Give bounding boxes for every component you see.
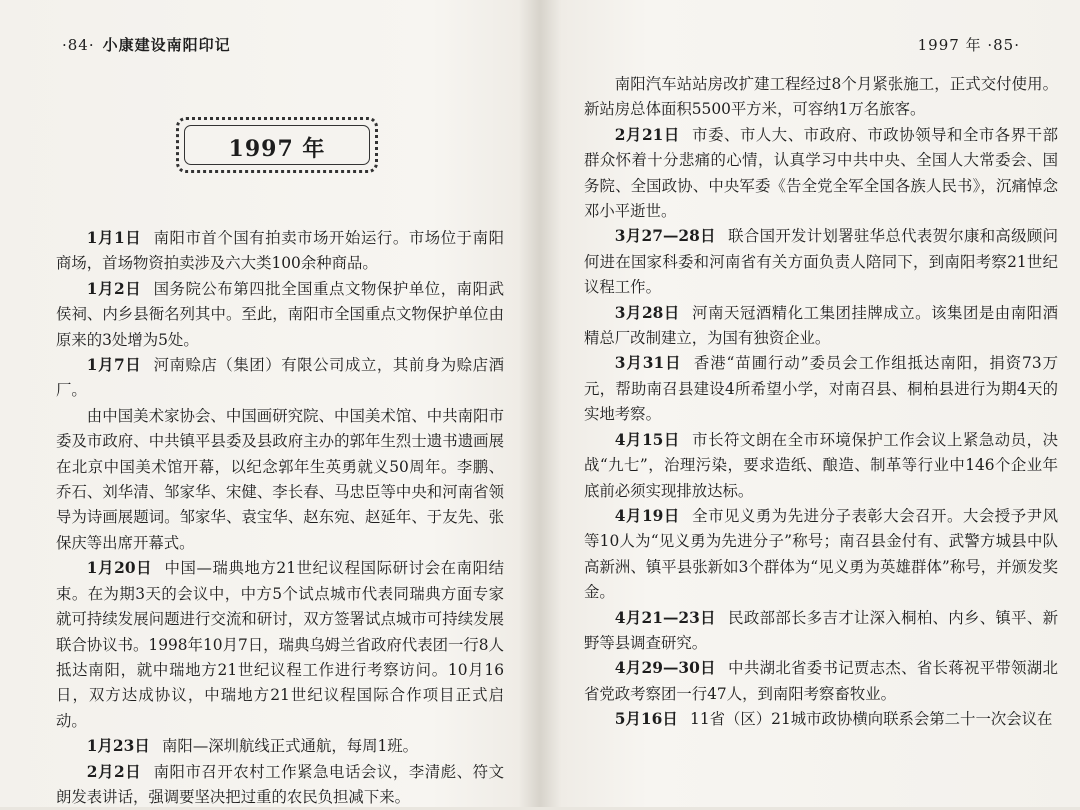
chronicle-entry <box>56 226 504 277</box>
chronicle-entry <box>584 606 1058 657</box>
entry-date: 4月19日 <box>614 506 680 525</box>
left-text-block <box>56 226 504 810</box>
entry-text: 河南天冠酒精化工集团挂牌成立。该集团是由南阳酒精总厂改制建立，为国有独资企业。 <box>584 303 1058 348</box>
entry-date: 4月21—23日 <box>614 608 716 627</box>
section-heading: 1997 年 <box>228 136 326 162</box>
entry-date: 3月28日 <box>614 303 680 322</box>
entry-text: 市委、市人大、市政府、市政协领导和全市各界干部群众怀着十分悲痛的心情，认真学习中共中央、全国人大常委会、国务院、全国政协、中央军委《告全党全军全国各族人民书》，沉痛悼念邓小平逝世。 <box>584 125 1058 221</box>
entry-date: 1月2日 <box>86 279 142 298</box>
chronicle-entry <box>56 353 504 404</box>
entry-date: 3月31日 <box>614 354 682 373</box>
entry-date: 4月15日 <box>614 430 680 449</box>
entry-text: 中共湖北省委书记贾志杰、省长蒋祝平带领湖北省党政考察团一行47人，到南阳考察畜牧业。 <box>584 659 1058 703</box>
left-page <box>0 0 530 807</box>
right-running-head <box>918 34 1020 55</box>
entry-text: 河南赊店（集团）有限公司成立，其前身为赊店酒厂。 <box>56 356 504 400</box>
entry-date: 3月27—28日 <box>614 227 716 246</box>
book-title: 小康建设南阳印记 <box>102 36 231 54</box>
entry-text: 全市见义勇为先进分子表彰大会召开。大会授予尹风等10人为“见义勇为先进分子”称号；南召县金付有、武警方城县中队高新洲、镇平县张新如3个群体为“见义勇为英雄群体”称号，并颁发奖金。 <box>584 506 1058 602</box>
entry-date: 1月1日 <box>86 229 142 247</box>
chronicle-entry <box>56 404 504 556</box>
entry-text: 11省（区）21城市政协横向联系会第二十一次会议在 <box>690 710 1053 729</box>
entry-date: 2月2日 <box>86 762 142 781</box>
chronicle-entry <box>584 351 1058 427</box>
entry-text: 南阳市召开农村工作紧急电话会议，李清彪、符文朗发表讲话，强调要坚决把过重的农民负担减下来。 <box>56 762 504 806</box>
entry-text: 国务院公布第四批全国重点文物保护单位，南阳武侯祠、内乡县衙名列其中。至此，南阳市全国重点文物保护单位由原来的3处增为5处。 <box>56 279 504 349</box>
page-number: ·85· <box>987 36 1020 54</box>
entry-date: 1月20日 <box>86 559 153 578</box>
chronicle-entry <box>56 760 504 810</box>
entry-text: 由中国美术家协会、中国画研究院、中国美术馆、中共南阳市委及市政府、中共镇平县委及县政府主办的郭年生烈士遗书遗画展在北京中国美术馆开幕，以纪念郭年生英勇就义50周年。李鹏、乔石、刘华清、邹家华、宋健、李长春、马忠臣等中央和河南省领导为诗画展题词。邹家华、袁宝华、赵东宛、赵延年、于友先、张保庆等出席开幕式。 <box>56 406 504 552</box>
entry-date: 5月16日 <box>614 710 678 729</box>
continuation-paragraph <box>584 72 1058 123</box>
chronicle-entry <box>584 656 1058 707</box>
entry-text: 香港“苗圃行动”委员会工作组抵达南阳，捐资73万元，帮助南召县建设4所希望小学，对南召县、桐柏县进行为期4天的实地考察。 <box>584 354 1058 424</box>
chronicle-entry <box>584 428 1058 504</box>
entry-text: 南阳—深圳航线正式通航，每周1班。 <box>162 737 419 756</box>
entry-date: 4月29—30日 <box>614 659 716 678</box>
entry-date: 2月21日 <box>614 125 680 144</box>
chronicle-entry <box>584 707 1058 732</box>
chronicle-entry <box>56 277 504 353</box>
chronicle-entry <box>584 224 1058 300</box>
entry-date: 1月7日 <box>86 356 142 375</box>
chronicle-entry <box>56 556 504 734</box>
entry-text: 南阳市首个国有拍卖市场开始运行。市场位于南阳商场，首场物资拍卖涉及六大类100余种商品。 <box>56 229 504 273</box>
section-heading-box <box>176 117 378 173</box>
entry-text: 民政部部长多吉才让深入桐柏、内乡、镇平、新野等县调查研究。 <box>584 608 1058 652</box>
running-head-year: 1997 年 <box>917 36 982 54</box>
chronicle-entry <box>584 123 1058 225</box>
entry-text: 联合国开发计划署驻华总代表贺尔康和高级顾问何进在国家科委和河南省有关方面负责人陪同下，到南阳考察21世纪议程工作。 <box>584 227 1058 297</box>
page-number: ·84· <box>62 36 95 54</box>
entry-text: 市长符文朗在全市环境保护工作会议上紧急动员，决战“九七”，治理污染，要求造纸、酿造、制革等行业中146个企业年底前必须实现排放达标。 <box>584 430 1058 500</box>
left-running-head <box>62 34 231 55</box>
chronicle-entry <box>584 301 1058 352</box>
entry-date: 1月23日 <box>86 737 150 756</box>
chronicle-entry <box>584 504 1058 606</box>
entry-text: 南阳汽车站站房改扩建工程经过8个月紧张施工，正式交付使用。新站房总体面积5500平方米，可容纳1万名旅客。 <box>584 75 1058 119</box>
chronicle-entry <box>56 734 504 759</box>
right-text-block <box>584 72 1058 733</box>
right-page <box>548 0 1080 807</box>
entry-text: 中国—瑞典地方21世纪议程国际研讨会在南阳结束。在为期3天的会议中，中方5个试点城市代表同瑞典方面专家就可持续发展问题进行交流和研讨，双方签署试点城市可持续发展联合协议书。1998年10月7日，瑞典乌姆兰省政府代表团一行8人抵达南阳，就中瑞地方21世纪议程工作进行考察访问。10月16日，双方达成协议，中瑞地方21世纪议程国际合作项目正式启动。 <box>56 559 504 730</box>
